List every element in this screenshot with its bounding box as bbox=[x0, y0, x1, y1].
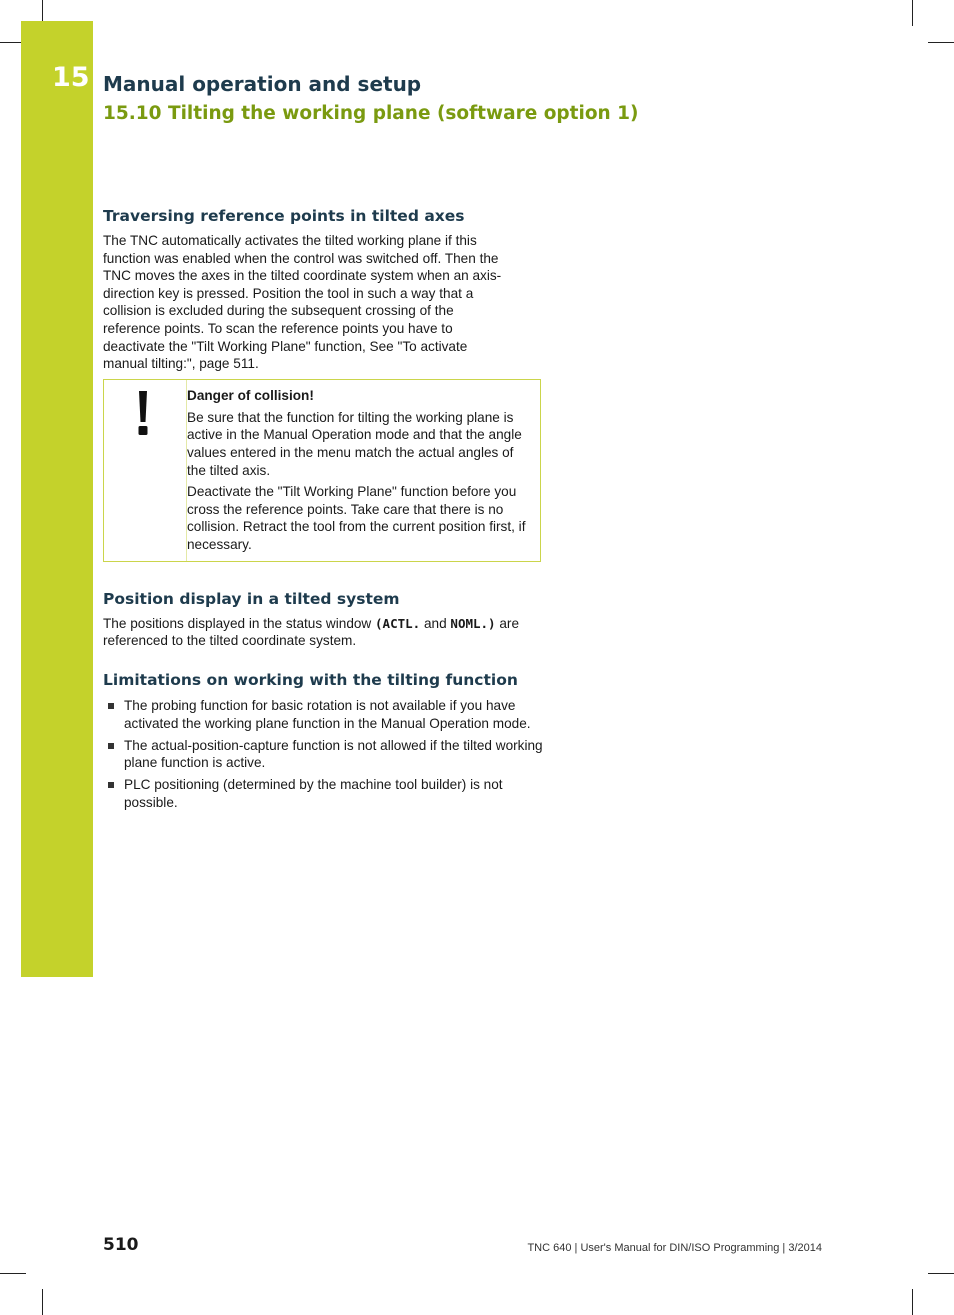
warning-text bbox=[187, 387, 533, 558]
warning-paragraph: Be sure that the function for tilting the working plane is active in the Manual Operation mode and that the angle values entered in the menu match the actual angles of the tilted axis. bbox=[187, 409, 522, 478]
crop-mark bbox=[928, 42, 954, 43]
bullet-square-icon bbox=[108, 743, 114, 749]
main-content bbox=[103, 205, 543, 816]
chapter-side-bar bbox=[21, 21, 93, 977]
list-item bbox=[103, 697, 543, 732]
crop-mark bbox=[42, 1289, 43, 1315]
list-item bbox=[103, 737, 543, 772]
chapter-title: Manual operation and setup bbox=[103, 72, 422, 96]
position-display-paragraph bbox=[103, 615, 543, 650]
crop-mark bbox=[912, 0, 913, 26]
footer-text: TNC 640 | User's Manual for DIN/ISO Programming | 3/2014 bbox=[527, 1242, 822, 1254]
heading-position-display: Position display in a tilted system bbox=[103, 589, 400, 608]
warning-paragraph: Deactivate the "Tilt Working Plane" function before you cross the reference points. Take care that there is no collision. Retract the tool from the current position first, if necessary. bbox=[187, 484, 526, 552]
heading-traversing: Traversing reference points in tilted axes bbox=[103, 207, 465, 225]
exclamation-icon bbox=[136, 391, 150, 437]
code-noml: NOML.) bbox=[450, 615, 496, 631]
heading-limitations: Limitations on working with the tilting function bbox=[103, 670, 518, 689]
bullet-square-icon bbox=[108, 782, 114, 788]
crop-mark bbox=[0, 1273, 26, 1274]
text-run: and bbox=[420, 615, 451, 631]
list-item-text: The probing function for basic rotation is not available if you have activated the working plane function in the Manual Operation mode. bbox=[124, 697, 531, 731]
section-title: 15.10 Tilting the working plane (software option 1) bbox=[103, 103, 639, 124]
bullet-square-icon bbox=[108, 703, 114, 709]
warning-box bbox=[103, 379, 541, 562]
text-run: The positions displayed in the status window bbox=[103, 615, 376, 631]
crop-mark bbox=[912, 1289, 913, 1315]
crop-mark bbox=[928, 1273, 954, 1274]
code-actl: (ACTL. bbox=[375, 615, 421, 631]
list-item-text: The actual-position-capture function is not allowed if the tilted working plane function is active. bbox=[124, 737, 543, 771]
chapter-number: 15 bbox=[52, 62, 90, 93]
text-run: are referenced to the tilted coordinate system. bbox=[103, 615, 520, 649]
limitations-list bbox=[103, 697, 543, 812]
list-item bbox=[103, 776, 543, 811]
traversing-paragraph: The TNC automatically activates the tilted working plane if this function was enabled when the control was switched off. Then the TNC moves the axes in the tilted coordinate system when an axis-direction key is pressed. Position the tool in such a way that a collision is excluded during the subsequent crossing of the reference points. To scan the reference points you have to deactivate the "Tilt Working Plane" function, See "To activate manual tilting:", page 511. bbox=[103, 233, 502, 372]
warning-title: Danger of collision! bbox=[187, 387, 314, 403]
list-item-text: PLC positioning (determined by the machine tool builder) is not possible. bbox=[124, 777, 503, 810]
page-number: 510 bbox=[103, 1235, 139, 1255]
